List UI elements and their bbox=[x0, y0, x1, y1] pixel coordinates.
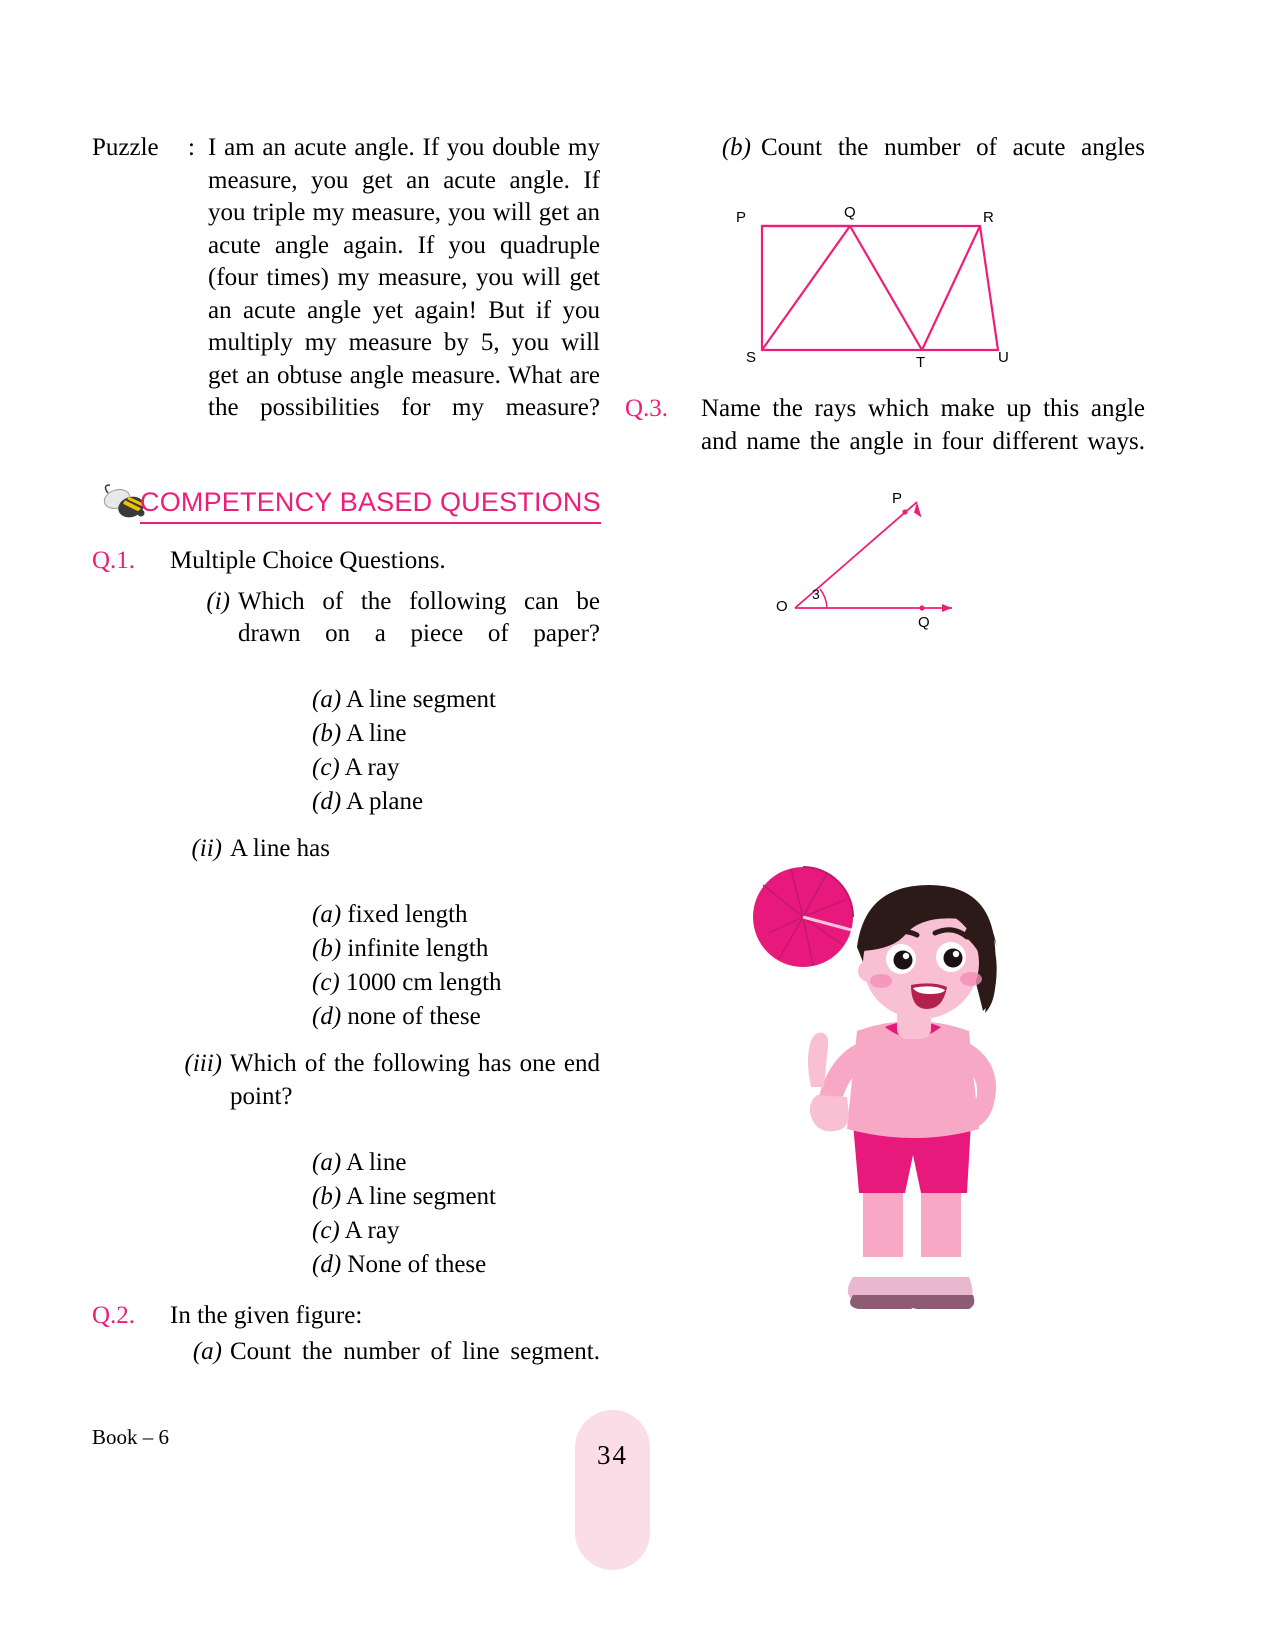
q1-number: Q.1. bbox=[92, 547, 136, 574]
q1-iii-option-b bbox=[312, 1180, 600, 1214]
figure-label-R: R bbox=[983, 209, 994, 226]
question-q3 bbox=[625, 393, 1145, 491]
left-column bbox=[92, 132, 600, 1401]
q1-text: Multiple Choice Questions. bbox=[170, 547, 446, 574]
q1-ii-option-b-label: (b) bbox=[312, 935, 342, 962]
q1-item-ii-label: (ii) bbox=[191, 835, 222, 862]
puzzle-label: Puzzle bbox=[92, 134, 159, 161]
q1-ii-option-a-text: fixed length bbox=[347, 901, 468, 928]
q2-text: In the given figure: bbox=[170, 1301, 363, 1329]
figure-label-T: T bbox=[916, 354, 926, 371]
q1-i-option-a-text: A line segment bbox=[346, 686, 497, 713]
figure-label-Q: Q bbox=[844, 204, 856, 221]
q1-i-option-c-label: (c) bbox=[312, 754, 340, 781]
q1-ii-option-d-label: (d) bbox=[312, 1003, 342, 1030]
q2-part-a-text: Count the number of line segment. bbox=[230, 1338, 600, 1365]
q1-iii-option-d-label: (d) bbox=[312, 1250, 342, 1278]
q2-part-a bbox=[176, 1336, 600, 1401]
angle-poq-figure bbox=[770, 490, 970, 640]
q1-iii-option-b-text: A line segment bbox=[346, 1182, 497, 1210]
q2-part-a-label: (a) bbox=[192, 1338, 222, 1365]
figure-label-P-angle: P bbox=[892, 490, 903, 507]
q1-ii-option-c-text: 1000 cm length bbox=[346, 969, 502, 996]
figure-label-S: S bbox=[746, 349, 757, 366]
figure-label-Q-angle: Q bbox=[918, 614, 930, 631]
q1-ii-option-d bbox=[312, 1000, 600, 1034]
q1-item-i-text: Which of the following can be drawn on a piece of paper? bbox=[238, 587, 600, 647]
competency-heading bbox=[92, 487, 600, 531]
q1-i-option-a-label: (a) bbox=[312, 686, 342, 713]
figure-label-3-angle: 3 bbox=[812, 586, 820, 602]
competency-heading-title: COMPETENCY BASED QUESTIONS bbox=[140, 487, 601, 524]
q1-item-ii-text: A line has bbox=[230, 835, 330, 862]
q1-ii-option-a-label: (a) bbox=[312, 901, 342, 928]
puzzle-colon: : bbox=[188, 134, 195, 161]
q2-part-b-label: (b) bbox=[721, 134, 751, 161]
puzzle-block bbox=[92, 132, 600, 457]
question-q1 bbox=[92, 545, 600, 578]
trapezoid-triangles-figure bbox=[736, 204, 1030, 383]
q1-iii-option-b-label: (b) bbox=[312, 1182, 342, 1210]
q1-ii-option-c bbox=[312, 966, 600, 1000]
q1-i-option-b-label: (b) bbox=[312, 720, 342, 747]
q1-i-option-b bbox=[312, 717, 600, 751]
question-q2 bbox=[92, 1300, 600, 1333]
q1-ii-option-b-text: infinite length bbox=[347, 935, 489, 962]
q1-ii-option-a bbox=[312, 898, 600, 932]
q1-item-i bbox=[184, 586, 600, 684]
q1-item-ii bbox=[176, 833, 600, 898]
q1-i-option-d-text: A plane bbox=[346, 788, 424, 815]
q1-i-option-a bbox=[312, 683, 600, 717]
q1-ii-option-b bbox=[312, 932, 600, 966]
q1-item-i-label: (i) bbox=[206, 587, 230, 615]
boy-with-ball-illustration bbox=[735, 855, 1065, 1335]
q1-i-option-d bbox=[312, 785, 600, 819]
q1-iii-option-d-text: None of these bbox=[347, 1250, 487, 1278]
q1-iii-option-c bbox=[312, 1214, 600, 1248]
q1-iii-option-a-label: (a) bbox=[312, 1148, 342, 1176]
figure-label-O-angle: O bbox=[776, 598, 788, 615]
q2-part-b bbox=[705, 132, 1145, 197]
footer-book-label: Book – 6 bbox=[92, 1425, 170, 1449]
q2-part-b-text: Count the number of acute angles bbox=[761, 134, 1145, 161]
page-number: 34 bbox=[597, 1440, 628, 1470]
q3-text: Name the rays which make up this angle and name the angle in four different ways. bbox=[701, 395, 1145, 455]
q1-iii-option-a bbox=[312, 1146, 600, 1180]
q1-i-option-b-text: A line bbox=[346, 720, 407, 747]
q1-ii-option-c-label: (c) bbox=[312, 969, 340, 996]
q2-number: Q.2. bbox=[92, 1301, 136, 1329]
q1-ii-option-d-text: none of these bbox=[347, 1003, 481, 1030]
q1-i-option-c-text: A ray bbox=[344, 754, 400, 781]
figure-label-P: P bbox=[736, 209, 747, 226]
q1-i-option-d-label: (d) bbox=[312, 788, 342, 815]
q3-number: Q.3. bbox=[625, 395, 669, 422]
q1-item-iii-text: Which of the following has one end point? bbox=[230, 1050, 600, 1110]
figure-label-U: U bbox=[998, 349, 1009, 366]
q1-item-iii bbox=[164, 1048, 600, 1146]
q1-iii-option-c-label: (c) bbox=[312, 1216, 340, 1244]
q1-iii-option-c-text: A ray bbox=[344, 1216, 400, 1244]
q1-item-iii-label: (iii) bbox=[184, 1050, 222, 1077]
puzzle-text: I am an acute angle. If you double my measure, you get an acute angle. If you triple my measure, you will get an acute angle again. If you quadruple (four times) my measure, you will get an acute angle yet again! But if you multiply my measure by 5, you will get an obtuse angle measure. What are the possibilities for my measure? bbox=[208, 134, 600, 421]
page-number-pill bbox=[575, 1410, 650, 1570]
q1-i-option-c bbox=[312, 751, 600, 785]
q1-iii-option-a-text: A line bbox=[346, 1148, 407, 1176]
q1-iii-option-d bbox=[312, 1248, 600, 1282]
